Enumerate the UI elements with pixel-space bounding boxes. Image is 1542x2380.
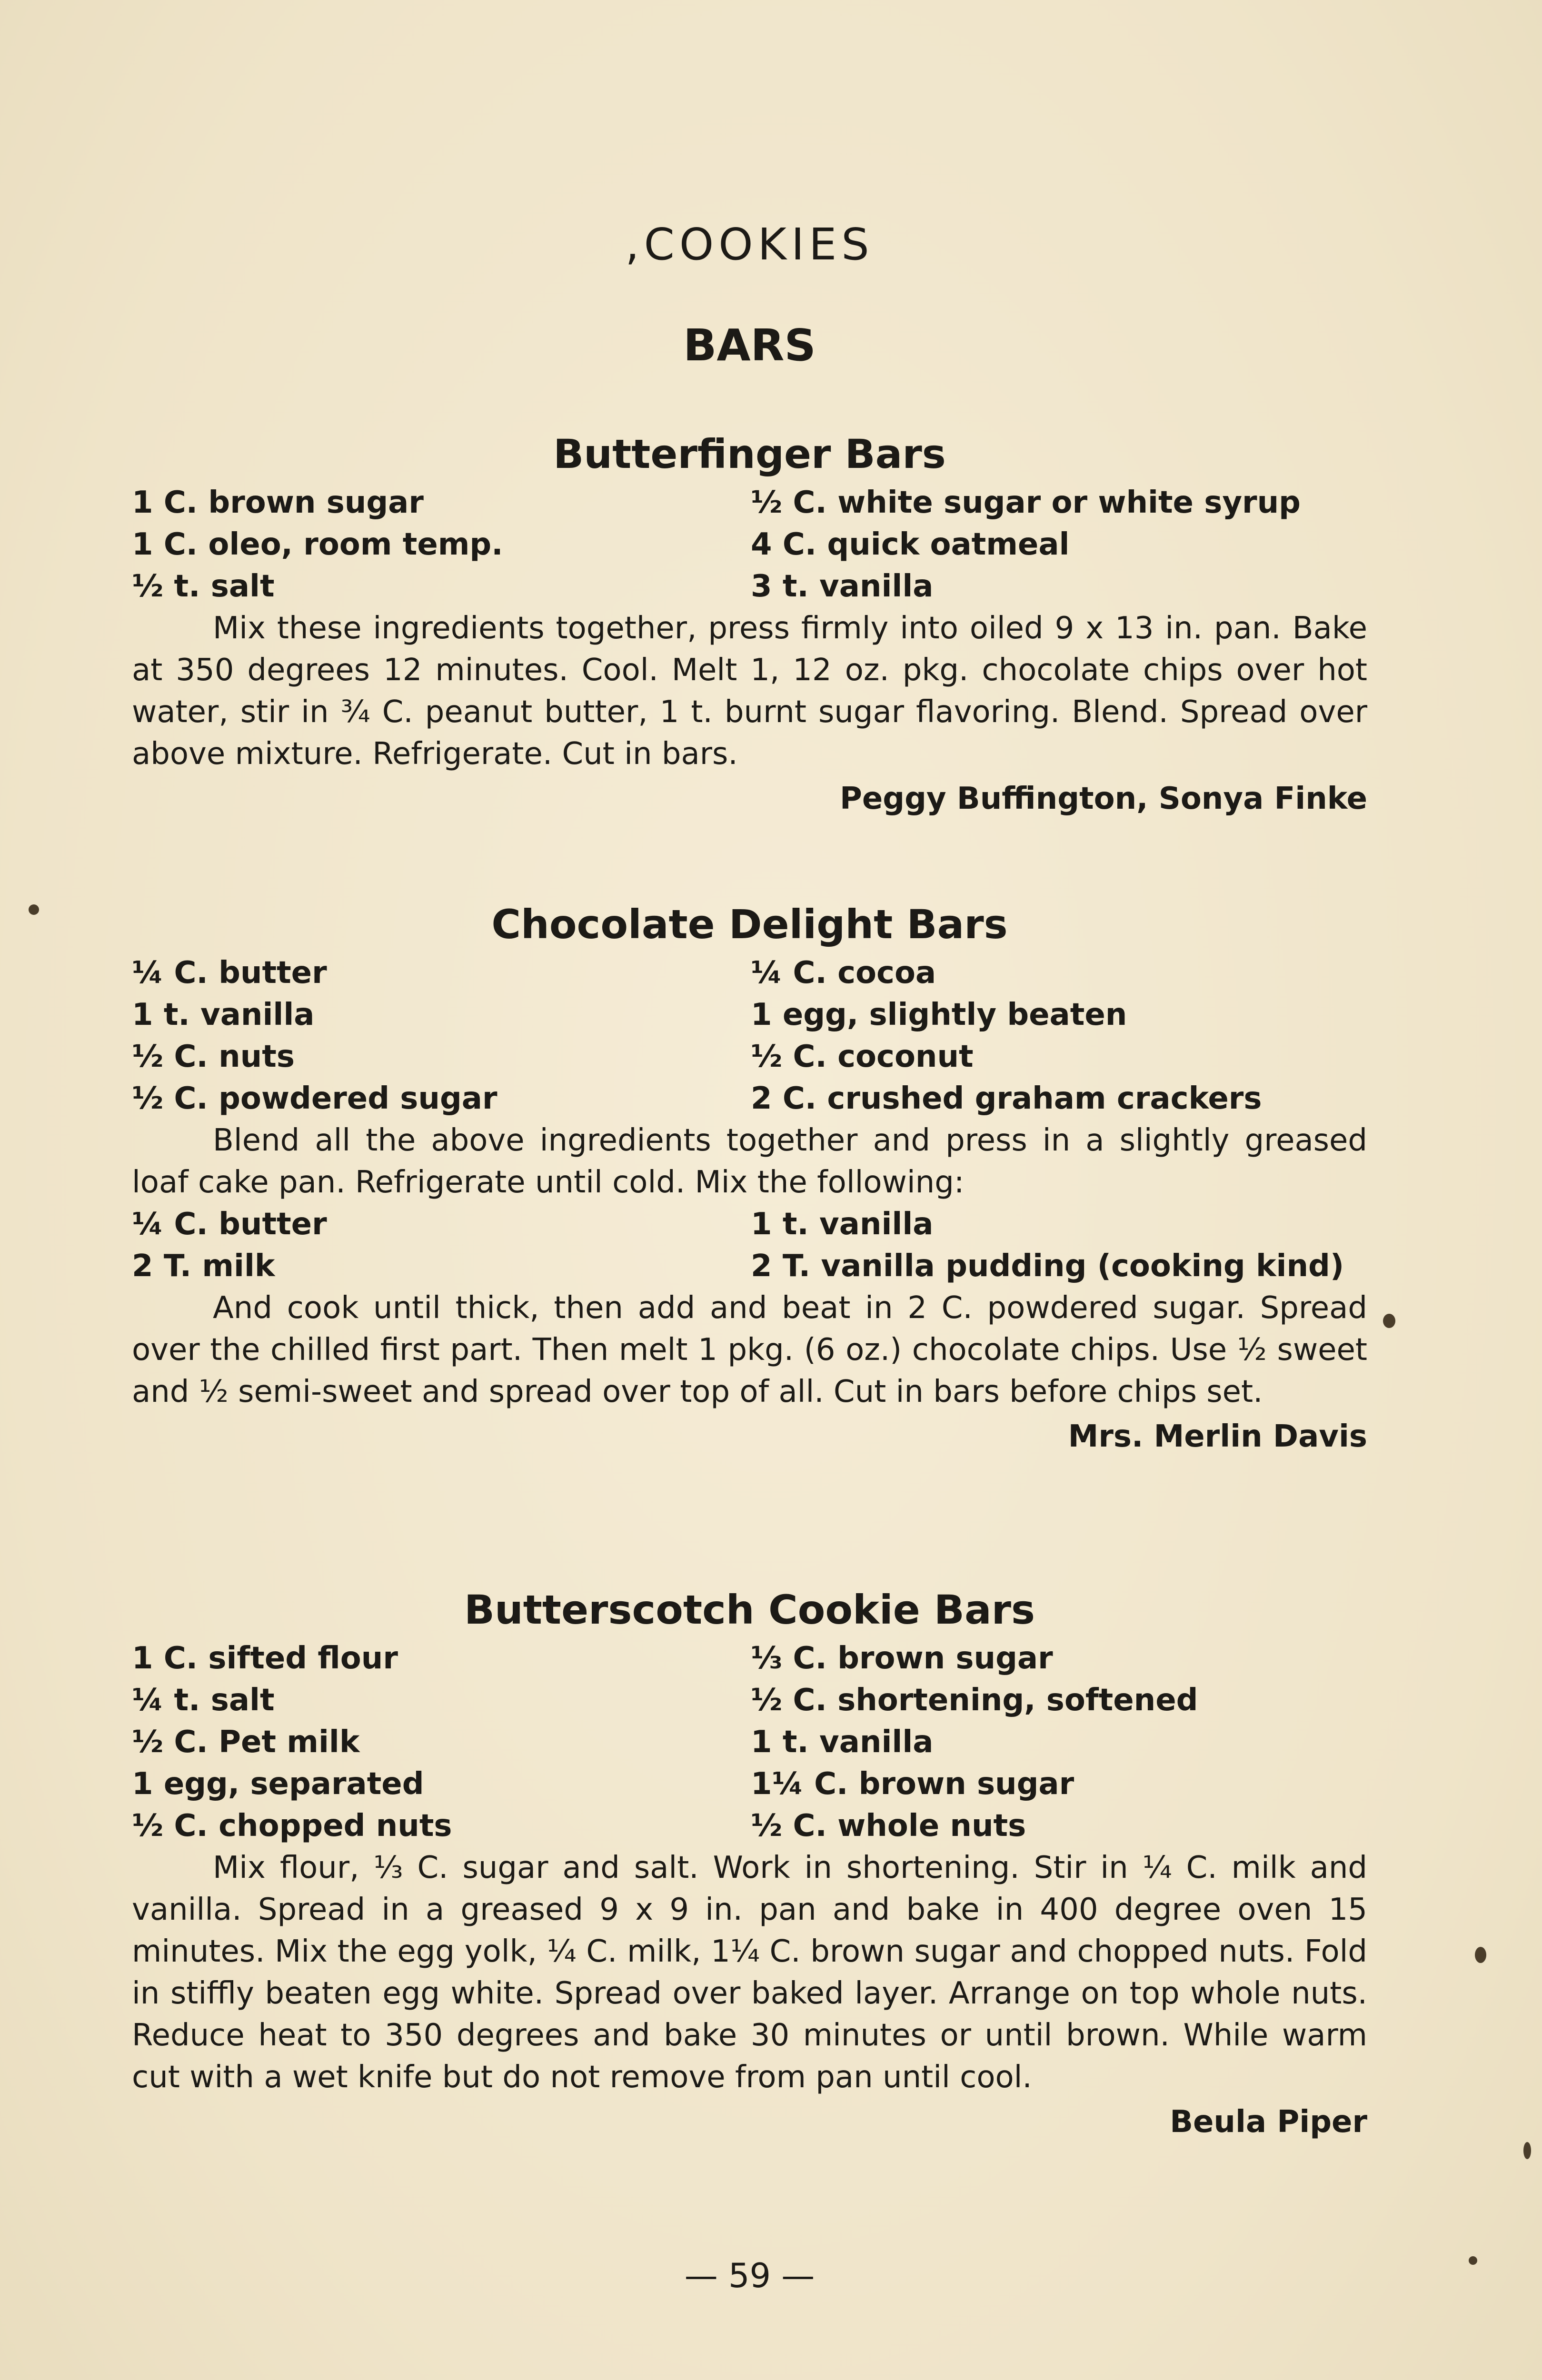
ingredient: 2 T. vanilla pudding (cooking kind) [751, 1249, 1344, 1284]
ingredient: ½ C. whole nuts [751, 1808, 1026, 1844]
recipe-butterfinger-bars [132, 427, 1367, 823]
recipe-contributor: Mrs. Merlin Davis [1068, 1419, 1367, 1454]
paper-speck [1475, 1947, 1486, 1963]
paper-speck [29, 904, 39, 915]
ingredient: ¼ t. salt [132, 1683, 275, 1718]
recipe-directions: Blend all the above ingredients together and press in a slightly greased loaf cake pan. Refrigerate until cold. Mix the following: [132, 1123, 1367, 1200]
ingredient: 1 t. vanilla [751, 1207, 934, 1242]
section-title: ,COOKIES [625, 219, 874, 270]
recipe-contributor: Peggy Buffington, Sonya Finke [839, 781, 1367, 816]
ingredient: 2 T. milk [132, 1249, 275, 1284]
ingredient: ½ t. salt [132, 569, 275, 604]
ingredient: ½ C. white sugar or white syrup [751, 485, 1301, 520]
ingredient: ½ C. shortening, softened [751, 1683, 1198, 1718]
ingredient: ¼ C. butter [132, 1207, 327, 1242]
subsection-title: BARS [683, 320, 816, 371]
ingredient: 1 t. vanilla [751, 1725, 934, 1760]
ingredient: ½ C. Pet milk [132, 1725, 360, 1760]
ingredient-list [132, 1637, 1367, 1847]
ingredient: 2 C. crushed graham crackers [751, 1081, 1262, 1116]
recipe-directions-continued: And cook until thick, then add and beat in 2 C. powdered sugar. Spread over the chilled first part. Then melt 1 pkg. (6 oz.) chocolate chips. Use ½ sweet and ½ semi-sweet and spread over top of all. Cut in bars before chips set. [132, 1290, 1367, 1409]
paper-speck [1469, 2256, 1477, 2265]
recipe-chocolate-delight-bars [132, 897, 1367, 1460]
ingredient-list [132, 952, 1367, 1120]
ingredient: 1 egg, slightly beaten [751, 997, 1127, 1032]
ingredient: 1 C. brown sugar [132, 485, 424, 520]
ingredient-list-second [132, 1203, 1367, 1287]
recipe-contributor: Beula Piper [1170, 2104, 1367, 2140]
ingredient: ½ C. powdered sugar [132, 1081, 497, 1116]
ingredient: ½ C. nuts [132, 1039, 295, 1074]
paper-speck [1523, 2142, 1531, 2159]
ingredient: ¼ C. cocoa [751, 955, 936, 991]
paper-speck [1383, 1314, 1395, 1328]
ingredient: 1 C. sifted flour [132, 1641, 398, 1676]
ingredient: 1 egg, separated [132, 1766, 424, 1802]
recipe-title: Chocolate Delight Bars [491, 901, 1008, 948]
page-number: — 59 — [684, 2256, 815, 2295]
ingredient: 1 C. oleo, room temp. [132, 527, 503, 562]
ingredient-list [132, 482, 1367, 607]
recipe-directions: Mix these ingredients together, press firmly into oiled 9 x 13 in. pan. Bake at 350 degrees 12 minutes. Cool. Melt 1, 12 oz. pkg. chocolate chips over hot water, stir in ¾ C. peanut butter, 1 t. burnt sugar flavoring. Blend. Spread over above mixture. Refrigerate. Cut in bars. [132, 611, 1367, 772]
recipe-title: Butterscotch Cookie Bars [464, 1587, 1035, 1633]
ingredient: 1¼ C. brown sugar [751, 1766, 1074, 1802]
recipe-title: Butterfinger Bars [553, 431, 946, 477]
ingredient: ¼ C. butter [132, 955, 327, 991]
ingredient: ⅓ C. brown sugar [751, 1641, 1053, 1676]
ingredient: 3 t. vanilla [751, 569, 934, 604]
ingredient: ½ C. chopped nuts [132, 1808, 452, 1844]
ingredient: 4 C. quick oatmeal [751, 527, 1070, 562]
recipe-butterscotch-cookie-bars [132, 1583, 1367, 2146]
recipe-directions: Mix flour, ⅓ C. sugar and salt. Work in shortening. Stir in ¼ C. milk and vanilla. Spread in a greased 9 x 9 in. pan and bake in 400 degree oven 15 minutes. Mix the egg yolk, ¼ C. milk, 1¼ C. brown sugar and chopped nuts. Fold in stiffly beaten egg white. Spread over baked layer. Arrange on top whole nuts. Reduce heat to 350 degrees and bake 30 minutes or until brown. While warm cut with a wet knife but do not remove from pan until cool. [132, 1850, 1367, 2095]
ingredient: ½ C. coconut [751, 1039, 974, 1074]
ingredient: 1 t. vanilla [132, 997, 315, 1032]
